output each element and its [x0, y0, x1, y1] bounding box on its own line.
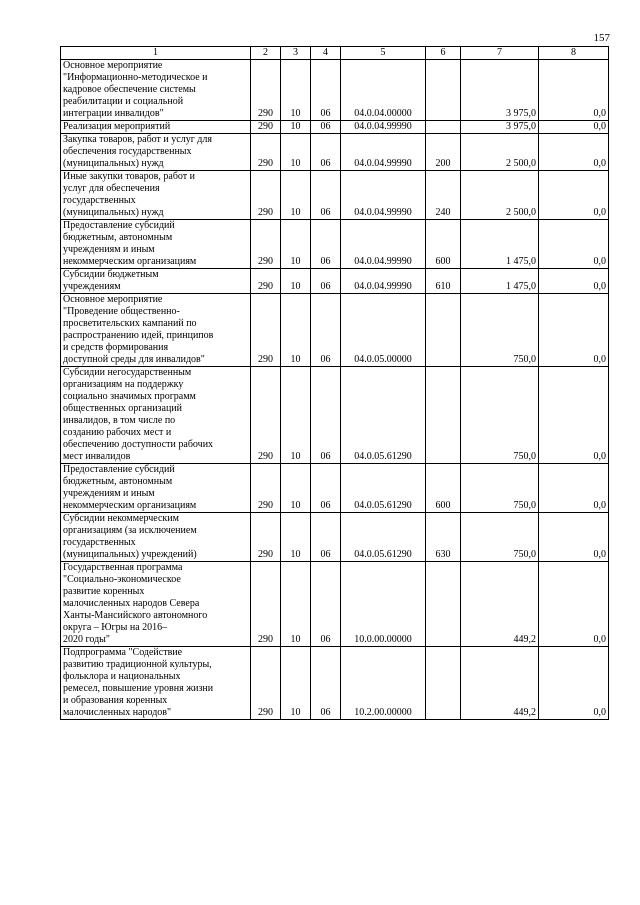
row-name-line: бюджетным, автономным	[63, 232, 173, 243]
amount-extra: 0,0	[539, 134, 609, 171]
row-name-line: Предоставление субсидий	[63, 464, 175, 475]
amount: 750,0	[461, 464, 539, 513]
amount: 449,2	[461, 647, 539, 720]
table-row	[61, 171, 609, 220]
row-name-line: и образования коренных	[63, 695, 168, 706]
row-name-line: общественных организаций	[63, 403, 182, 414]
row-name-line: некоммерческим организациям	[63, 500, 197, 511]
row-name-line: "Проведение общественно-	[63, 306, 180, 317]
admin-code: 290	[251, 220, 281, 269]
section-code: 10	[281, 220, 311, 269]
row-name-line: созданию рабочих мест и	[63, 427, 172, 438]
header-row	[61, 47, 609, 60]
row-name-line: реабилитации и социальной	[63, 96, 184, 107]
section-code: 10	[281, 647, 311, 720]
amount-extra: 0,0	[539, 220, 609, 269]
table-row	[61, 60, 609, 121]
expense-type-code	[426, 367, 461, 464]
amount: 1 475,0	[461, 220, 539, 269]
row-name	[61, 562, 251, 647]
section-code: 10	[281, 134, 311, 171]
target-article-code: 04.0.04.99990	[341, 171, 426, 220]
subsection-code: 06	[311, 171, 341, 220]
amount: 3 975,0	[461, 60, 539, 121]
row-name-line: Ханты-Мансийского автономного	[63, 610, 208, 621]
row-name-line: округа – Югры на 2016–	[63, 622, 168, 633]
row-name-line: обеспечению доступности рабочих	[63, 439, 214, 450]
amount-extra: 0,0	[539, 121, 609, 134]
row-name-line: Предоставление субсидий	[63, 220, 175, 231]
row-name-line: ремесел, повышение уровня жизни	[63, 683, 214, 694]
subsection-code: 06	[311, 220, 341, 269]
subsection-code: 06	[311, 294, 341, 367]
target-article-code: 10.2.00.00000	[341, 647, 426, 720]
amount: 750,0	[461, 367, 539, 464]
subsection-code: 06	[311, 513, 341, 562]
budget-table	[60, 46, 609, 720]
section-code: 10	[281, 171, 311, 220]
table-row	[61, 647, 609, 720]
row-name-line: Основное мероприятие	[63, 294, 163, 305]
row-name-line: инвалидов, в том числе по	[63, 415, 176, 426]
table-row	[61, 134, 609, 171]
admin-code: 290	[251, 60, 281, 121]
row-name-line: 2020 годы"	[63, 634, 110, 645]
admin-code: 290	[251, 647, 281, 720]
column-header: 3	[281, 47, 311, 60]
target-article-code: 04.0.04.99990	[341, 134, 426, 171]
amount-extra: 0,0	[539, 171, 609, 220]
subsection-code: 06	[311, 121, 341, 134]
expense-type-code	[426, 121, 461, 134]
subsection-code: 06	[311, 269, 341, 294]
column-header: 7	[461, 47, 539, 60]
admin-code: 290	[251, 562, 281, 647]
table-row	[61, 464, 609, 513]
target-article-code: 04.0.04.99990	[341, 269, 426, 294]
target-article-code: 04.0.05.61290	[341, 464, 426, 513]
amount-extra: 0,0	[539, 513, 609, 562]
expense-type-code	[426, 562, 461, 647]
target-article-code: 04.0.05.61290	[341, 513, 426, 562]
amount: 3 975,0	[461, 121, 539, 134]
row-name	[61, 513, 251, 562]
section-code: 10	[281, 367, 311, 464]
table-row	[61, 121, 609, 134]
amount-extra: 0,0	[539, 647, 609, 720]
row-name-line: развитию традиционной культуры,	[63, 659, 212, 670]
row-name-line: Субсидии бюджетным	[63, 269, 159, 280]
row-name	[61, 294, 251, 367]
row-name-line: "Информационно-методическое и	[63, 72, 208, 83]
column-header: 8	[539, 47, 609, 60]
row-name-line: учреждениям и иным	[63, 488, 155, 499]
admin-code: 290	[251, 367, 281, 464]
row-name-line: Государственная программа	[63, 562, 183, 573]
table-row	[61, 562, 609, 647]
column-header: 2	[251, 47, 281, 60]
column-header: 1	[61, 47, 251, 60]
row-name-line: и средств формирования	[63, 342, 169, 353]
expense-type-code	[426, 647, 461, 720]
table-row	[61, 294, 609, 367]
row-name-line: Реализация мероприятий	[63, 121, 171, 132]
row-name	[61, 134, 251, 171]
row-name	[61, 121, 251, 134]
row-name	[61, 269, 251, 294]
amount: 750,0	[461, 294, 539, 367]
table-row	[61, 269, 609, 294]
row-name-line: Основное мероприятие	[63, 60, 163, 71]
expense-type-code	[426, 60, 461, 121]
row-name-line: распространению идей, принципов	[63, 330, 214, 341]
amount: 449,2	[461, 562, 539, 647]
amount: 2 500,0	[461, 134, 539, 171]
subsection-code: 06	[311, 60, 341, 121]
row-name-line: фольклора и национальных	[63, 671, 181, 682]
section-code: 10	[281, 60, 311, 121]
row-name-line: мест инвалидов	[63, 451, 131, 462]
expense-type-code: 600	[426, 464, 461, 513]
row-name-line: организациям (за исключением	[63, 525, 197, 536]
column-header: 6	[426, 47, 461, 60]
admin-code: 290	[251, 171, 281, 220]
row-name-line: социально значимых программ	[63, 391, 196, 402]
row-name-line: бюджетным, автономным	[63, 476, 173, 487]
row-name-line: Иные закупки товаров, работ и	[63, 171, 196, 182]
admin-code: 290	[251, 294, 281, 367]
section-code: 10	[281, 269, 311, 294]
expense-type-code: 610	[426, 269, 461, 294]
section-code: 10	[281, 513, 311, 562]
section-code: 10	[281, 464, 311, 513]
row-name-line: государственных	[63, 195, 136, 206]
page-number: 157	[593, 32, 610, 44]
admin-code: 290	[251, 121, 281, 134]
row-name	[61, 367, 251, 464]
expense-type-code: 630	[426, 513, 461, 562]
row-name-line: (муниципальных) нужд	[63, 158, 164, 169]
expense-type-code: 200	[426, 134, 461, 171]
subsection-code: 06	[311, 367, 341, 464]
row-name-line: развитие коренных	[63, 586, 145, 597]
row-name-line: некоммерческим организациям	[63, 256, 197, 267]
row-name-line: (муниципальных) учреждений)	[63, 549, 197, 560]
section-code: 10	[281, 121, 311, 134]
admin-code: 290	[251, 134, 281, 171]
table-row	[61, 367, 609, 464]
row-name	[61, 171, 251, 220]
table-row	[61, 513, 609, 562]
admin-code: 290	[251, 513, 281, 562]
expense-type-code: 240	[426, 171, 461, 220]
table-row	[61, 220, 609, 269]
row-name-line: малочисленных народов Севера	[63, 598, 200, 609]
section-code: 10	[281, 562, 311, 647]
row-name-line: обеспечения государственных	[63, 146, 192, 157]
column-header: 5	[341, 47, 426, 60]
amount-extra: 0,0	[539, 464, 609, 513]
row-name-line: "Социально-экономическое	[63, 574, 181, 585]
row-name-line: (муниципальных) нужд	[63, 207, 164, 218]
amount: 750,0	[461, 513, 539, 562]
target-article-code: 10.0.00.00000	[341, 562, 426, 647]
admin-code: 290	[251, 464, 281, 513]
row-name	[61, 464, 251, 513]
row-name-line: учреждениям	[63, 281, 121, 292]
amount-extra: 0,0	[539, 294, 609, 367]
amount: 1 475,0	[461, 269, 539, 294]
row-name-line: услуг для обеспечения	[63, 183, 160, 194]
row-name-line: малочисленных народов"	[63, 707, 172, 718]
row-name	[61, 647, 251, 720]
amount: 2 500,0	[461, 171, 539, 220]
row-name-line: доступной среды для инвалидов"	[63, 354, 205, 365]
row-name	[61, 220, 251, 269]
column-header: 4	[311, 47, 341, 60]
amount-extra: 0,0	[539, 60, 609, 121]
row-name-line: просветительских кампаний по	[63, 318, 197, 329]
amount-extra: 0,0	[539, 269, 609, 294]
row-name-line: государственных	[63, 537, 136, 548]
expense-type-code: 600	[426, 220, 461, 269]
table-header	[61, 47, 609, 60]
target-article-code: 04.0.04.99990	[341, 220, 426, 269]
row-name	[61, 60, 251, 121]
target-article-code: 04.0.05.00000	[341, 294, 426, 367]
row-name-line: Подпрограмма "Содействие	[63, 647, 183, 658]
subsection-code: 06	[311, 647, 341, 720]
table-body	[61, 60, 609, 720]
expense-type-code	[426, 294, 461, 367]
row-name-line: Субсидии некоммерческим	[63, 513, 179, 524]
row-name-line: организациям на поддержку	[63, 379, 184, 390]
row-name-line: Субсидии негосударственным	[63, 367, 192, 378]
subsection-code: 06	[311, 464, 341, 513]
admin-code: 290	[251, 269, 281, 294]
section-code: 10	[281, 294, 311, 367]
row-name-line: кадровое обеспечение системы	[63, 84, 196, 95]
subsection-code: 06	[311, 562, 341, 647]
subsection-code: 06	[311, 134, 341, 171]
target-article-code: 04.0.04.00000	[341, 60, 426, 121]
amount-extra: 0,0	[539, 367, 609, 464]
row-name-line: Закупка товаров, работ и услуг для	[63, 134, 212, 145]
row-name-line: интеграции инвалидов"	[63, 108, 164, 119]
target-article-code: 04.0.04.99990	[341, 121, 426, 134]
target-article-code: 04.0.05.61290	[341, 367, 426, 464]
row-name-line: учреждениям и иным	[63, 244, 155, 255]
amount-extra: 0,0	[539, 562, 609, 647]
